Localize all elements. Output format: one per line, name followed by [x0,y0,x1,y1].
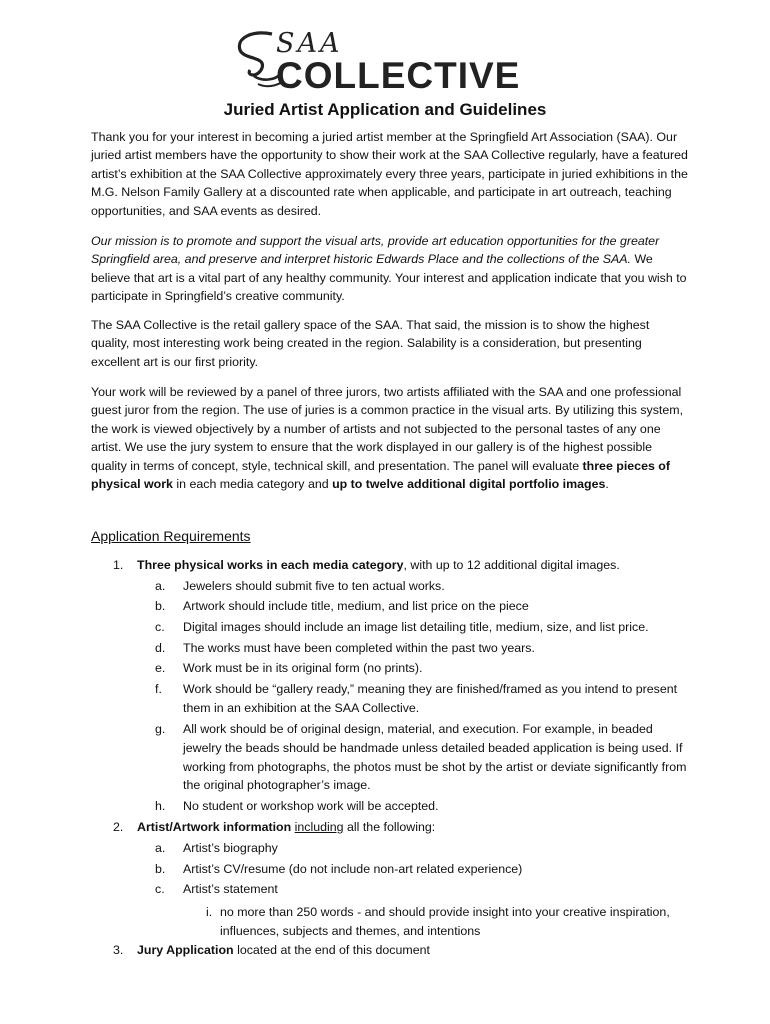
sub-item: Work must be in its original form (no prints). [183,661,423,675]
section-heading: Application Requirements [91,528,251,544]
sub-item: Artist’s statement [183,882,278,896]
jury-text-c: in each media category and [172,477,333,492]
sub-item: Artist’s biography [183,841,278,855]
sub-item: Artist’s CV/resume (do not include non-art related experience) [183,862,523,876]
sub-letter: a. [155,841,166,855]
sub-item: Digital images should include an image list detailing title, medium, size, and list price. [183,620,649,634]
list-item [137,818,697,838]
sub-item: Work should be “gallery ready,” meaning they are finished/framed as you intend to present them in an exhibition at the SAA Collective. [183,682,678,715]
sub-letter: b. [155,599,166,613]
sub-letter: c. [155,620,165,634]
intro-paragraph: Thank you for your interest in becoming a juried artist member at the Springfield Art Association (SAA). Our juried artist members have the opportunity to show their work at the SAA Collective regularly, have a featured artist’s exhibition at the SAA Collective approximately every three years, participate in juried exhibitions in the M.G. Nelson Family Gallery at a discounted rate when applicable, and participate in art outreach, teaching opportunities, and SAA events as desired. [91,130,688,218]
list-number: 1. [113,558,124,572]
jury-paragraph [91,383,691,493]
list-item-text: all the following: [343,820,436,834]
sub-item: The works must have been completed within the past two years. [183,641,535,655]
sub-item: All work should be of original design, material, and execution. For example, in beaded jewelry the beads should be handmade unless detailed beaded application is being used. If working from photographs, the photos must be shot by the artist or deviate significantly from the original photographer’s image. [183,722,687,793]
sub-letter: e. [155,661,166,675]
list-number: 2. [113,820,124,834]
sub-letter: g. [155,722,166,736]
list-item-bold: Jury Application [137,943,234,957]
logo-saa-text: SAA [276,28,343,59]
sub-letter: d. [155,641,166,655]
list-item-bold: Three physical works in each media category [137,558,404,572]
list-item [137,941,697,961]
sub-roman: i. [206,905,213,919]
jury-text-d: . [605,477,609,492]
mission-statement: Our mission is to promote and support the visual arts, provide art education opportunities for the greater Springfield area, and preserve and interpret historic Edwards Place and the collections of the SAA. [91,234,660,267]
mission-paragraph [91,232,691,306]
collective-paragraph: The SAA Collective is the retail gallery space of the SAA. That said, the mission is to show the highest quality, most interesting work being created in the region. Salability is a consideration, but presenting excellent art is our first priority. [91,318,650,369]
list-item [137,556,697,576]
jury-bold-1: three pieces of physical work [91,458,670,492]
sub-letter: b. [155,862,166,876]
list-number: 3. [113,943,124,957]
sub-sub-item: no more than 250 words - and should provide insight into your creative inspiration, influences, subjects and themes, and intentions [220,905,670,938]
jury-bold-2: up to twelve additional digital portfolio images [332,477,606,492]
logo-collective-text: COLLECTIVE [276,55,521,96]
page-title: Juried Artist Application and Guidelines [223,100,547,119]
sub-letter: c. [155,882,165,896]
list-item-bold: Artist/Artwork information [137,820,292,834]
sub-letter: a. [155,579,166,593]
list-item-text: , with up to 12 additional digital images. [403,558,620,572]
mission-rest: We believe that art is a vital part of any healthy community. Your interest and application indicate that you wish to participate in Springfield’s creative community. [91,252,687,304]
sub-item: Artwork should include title, medium, and list price on the piece [183,599,529,613]
sub-letter: h. [155,799,166,813]
sub-item: Jewelers should submit five to ten actual works. [183,579,445,593]
list-item-text: located at the end of this document [233,943,430,957]
list-item-underline: including [294,820,344,834]
saa-collective-logo [232,26,532,98]
sub-letter: f. [155,682,162,696]
jury-text-a: Your work will be reviewed by a panel of three jurors, two artists affiliated with the SAA and one professional guest juror from the region. The use of juries is a common practice in the visual arts. By utilizing this system, the work is viewed objectively by a number of artists and not subjected to the personal tastes of any one artist. We use the jury system to ensure that the work displayed in our gallery is of the highest possible quality in terms of concept, style, technical skill, and presentation. The panel will evaluate [91,385,684,473]
sub-item: No student or workshop work will be accepted. [183,799,439,813]
